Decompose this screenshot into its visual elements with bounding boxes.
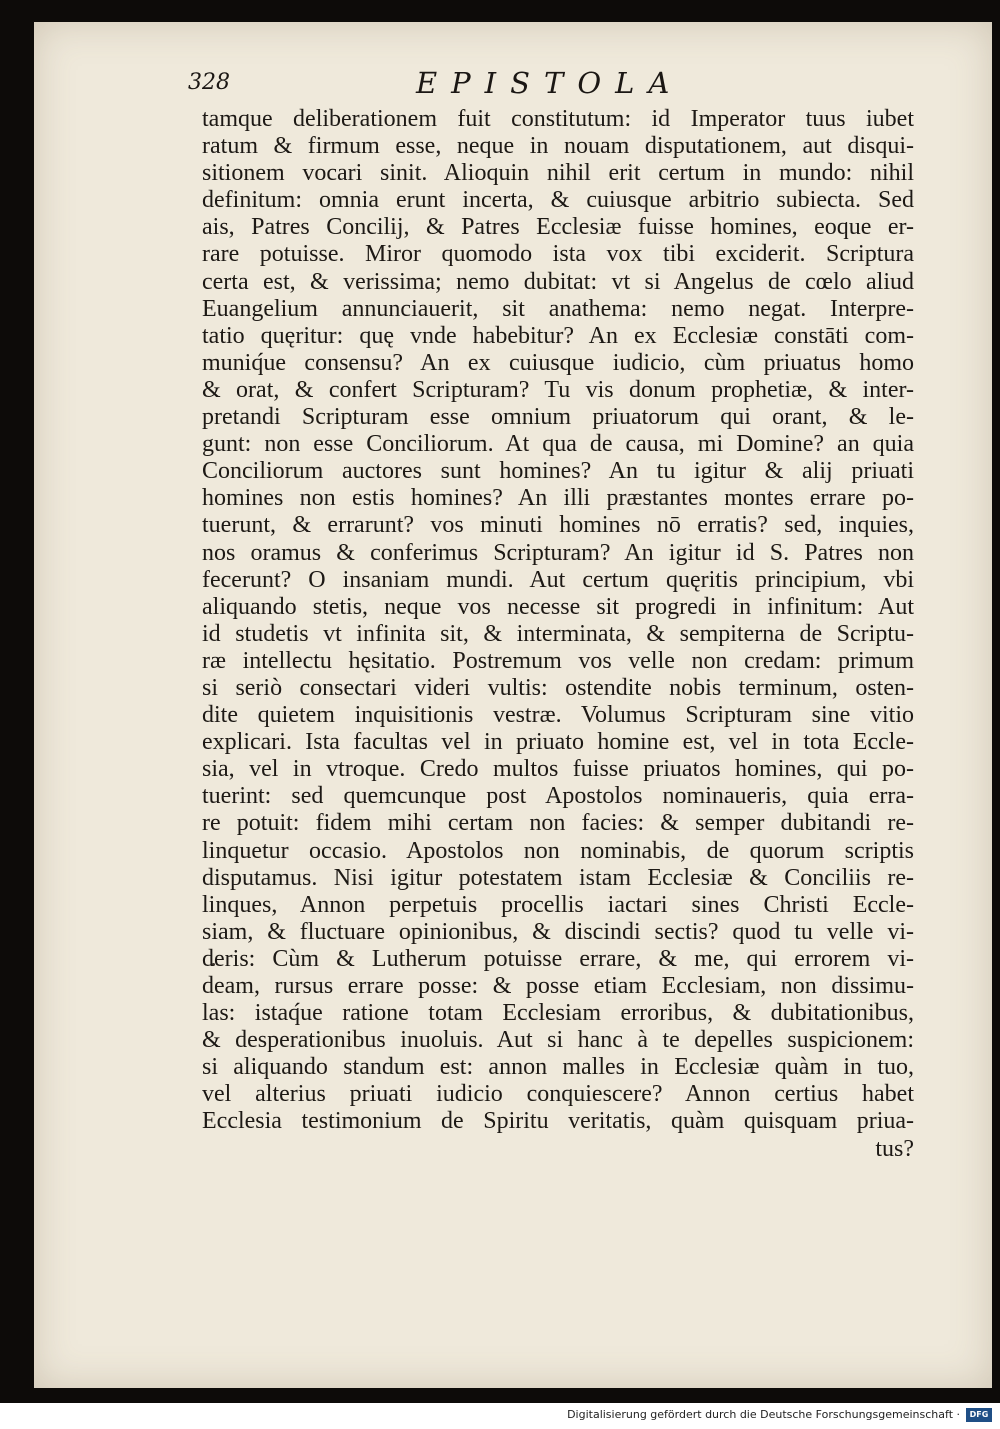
footer-bar xyxy=(0,1403,1000,1429)
text-line: tuerint: sed quemcunque post Apostolos nominaueris, quia erra- xyxy=(202,783,914,810)
text-line: homines non estis homines? An illi præstantes montes errare po- xyxy=(202,485,914,512)
text-line: siam, & fluctuare opinionibus, & discindi sectis? quod tu velle vi- xyxy=(202,918,914,945)
text-line: explicari. Ista facultas vel in priuato homine est, vel in tota Eccle- xyxy=(202,729,914,756)
text-line: disputamus. Nisi igitur potestatem istam Ecclesiæ & Conciliis re- xyxy=(202,864,914,891)
text-line: re potuit: fidem mihi certam non facies: & semper dubitandi re- xyxy=(202,810,914,837)
text-line: definitum: omnia erunt incerta, & cuiusque arbitrio subiecta. Sed xyxy=(202,187,914,214)
text-line: & desperationibus inuoluis. Aut si hanc à te depelles suspicionem: xyxy=(202,1027,914,1054)
text-line: rare potuisse. Miror quomodo ista vox tibi exciderit. Scriptura xyxy=(202,241,914,268)
text-line: aliquando stetis, neque vos necesse sit progredi in infinitum: Aut xyxy=(202,593,914,620)
text-line: gunt: non esse Conciliorum. At qua de causa, mi Domine? an quia xyxy=(202,431,914,458)
text-line: linques, Annon perpetuis procellis iactari sines Christi Eccle- xyxy=(202,891,914,918)
page-header xyxy=(188,66,748,106)
running-title: EPISTOLA xyxy=(416,66,684,100)
text-line: dite quietem inquisitionis vestræ. Volumus Scripturam sine vitio xyxy=(202,702,914,729)
text-line: Ecclesia testimonium de Spiritu veritatis, quàm quisquam priua- xyxy=(202,1108,914,1135)
text-line: ratum & firmum esse, neque in nouam disputationem, aut disqui- xyxy=(202,133,914,160)
text-line: tuerunt, & errarunt? vos minuti homines nō erratis? sed, inquies, xyxy=(202,512,914,539)
dfg-logo-icon: DFG xyxy=(966,1408,992,1422)
text-line: ais, Patres Concilij, & Patres Ecclesiæ fuisse homines, eoque er- xyxy=(202,214,914,241)
text-line: vel alterius priuati iudicio conquiescere? Annon certius habet xyxy=(202,1081,914,1108)
page-number: 328 xyxy=(188,70,230,95)
text-line: fecerunt? O insaniam mundi. Aut certum quęritis principium, vbi xyxy=(202,566,914,593)
text-line: Euangelium annunciauerit, sit anathema: nemo negat. Interpre- xyxy=(202,295,914,322)
text-line: deris: Cùm & Lutherum potuisse errare, & me, qui errorem vi- xyxy=(202,945,914,972)
text-line: & orat, & confert Scripturam? Tu vis donum prophetiæ, & inter- xyxy=(202,376,914,403)
text-line: nos oramus & conferimus Scripturam? An igitur id S. Patres non xyxy=(202,539,914,566)
text-line: linquetur occasio. Apostolos non nominabis, de quorum scriptis xyxy=(202,837,914,864)
text-line: ræ intellectu hęsitatio. Postremum vos velle non credam: primum xyxy=(202,647,914,674)
text-line: tatio quęritur: quę vnde habebitur? An ex Ecclesiæ constāti com- xyxy=(202,322,914,349)
text-line: id studetis vt infinita sit, & interminata, & sempiterna de Scriptu- xyxy=(202,620,914,647)
text-line: sia, vel in vtroque. Credo multos fuisse priuatos homines, qui po- xyxy=(202,756,914,783)
text-line-catchword: tus? xyxy=(875,1135,914,1162)
text-line: si aliquando standum est: annon malles in Ecclesiæ quàm in tuo, xyxy=(202,1054,914,1081)
text-line: sitionem vocari sinit. Alioquin nihil erit certum in mundo: nihil xyxy=(202,160,914,187)
text-line: las: istaq́ue ratione totam Ecclesiam erroribus, & dubitationibus, xyxy=(202,1000,914,1027)
text-line: pretandi Scripturam esse omnium priuatorum qui orant, & le- xyxy=(202,404,914,431)
text-line: tamque deliberationem fuit constitutum: id Imperator tuus iubet xyxy=(202,106,914,132)
digitization-credit: Digitalisierung gefördert durch die Deutsche Forschungsgemeinschaft · xyxy=(567,1408,960,1421)
text-line: muniq́ue consensu? An ex cuiusque iudicio, cùm priuatus homo xyxy=(202,349,914,376)
text-line: Conciliorum auctores sunt homines? An tu igitur & alij priuati xyxy=(202,458,914,485)
text-line: si seriò consectari videri vultis: ostendite nobis terminum, osten- xyxy=(202,674,914,701)
body-text xyxy=(202,106,914,1163)
text-line: certa est, & verissima; nemo dubitat: vt si Angelus de cœlo aliud xyxy=(202,268,914,295)
text-line: deam, rursus errare posse: & posse etiam Ecclesiam, non dissimu- xyxy=(202,973,914,999)
